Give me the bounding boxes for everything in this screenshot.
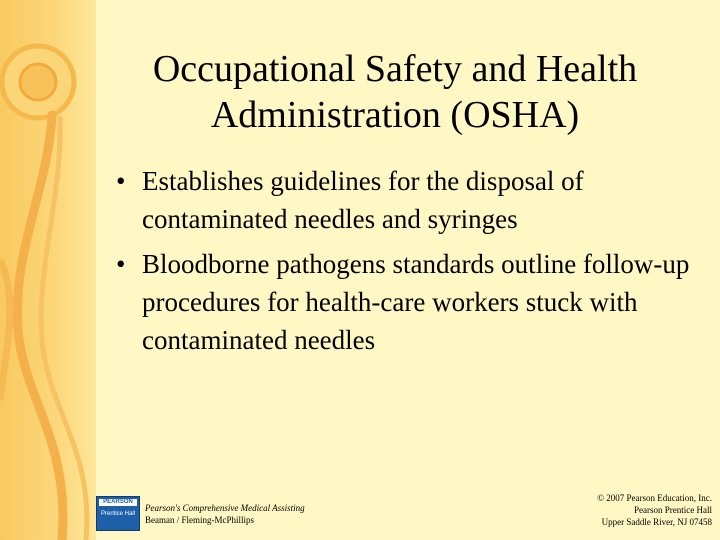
logo-pearson-text: PEARSON	[99, 499, 137, 506]
pearson-logo	[96, 496, 140, 531]
footer-address: Upper Saddle River, NJ 07458	[601, 517, 712, 527]
footer-authors: Beaman / Fleming-McPhillips	[145, 515, 254, 525]
slide-title-line-1: Occupational Safety and Health	[152, 48, 638, 90]
footer-book-info	[145, 502, 305, 526]
slide-title-line-2: Administration (OSHA)	[210, 94, 580, 136]
bullet-item	[112, 162, 692, 238]
stethoscope-tube-3	[0, 260, 10, 400]
logo-prentice-hall-text: Prentice Hall	[101, 511, 136, 517]
footer-copyright: © 2007 Pearson Education, Inc.	[597, 493, 712, 503]
bullet-dot-icon: •	[116, 166, 126, 196]
footer-book-title: Pearson's Comprehensive Medical Assisting	[145, 503, 305, 513]
stethoscope-chestpiece-inner	[20, 64, 56, 100]
bullet-dot-icon: •	[116, 249, 126, 279]
bullet-item	[112, 245, 692, 359]
footer-publisher: Pearson Prentice Hall	[634, 505, 712, 515]
bullet-text: Bloodborne pathogens standards outline follow-up procedures for health-care workers stuck with contaminated needles	[142, 249, 690, 355]
bullet-list	[112, 162, 692, 366]
footer-copyright-block	[597, 492, 712, 528]
bullet-text: Establishes guidelines for the disposal of contaminated needles and syringes	[142, 166, 584, 234]
slide-title	[100, 46, 690, 138]
